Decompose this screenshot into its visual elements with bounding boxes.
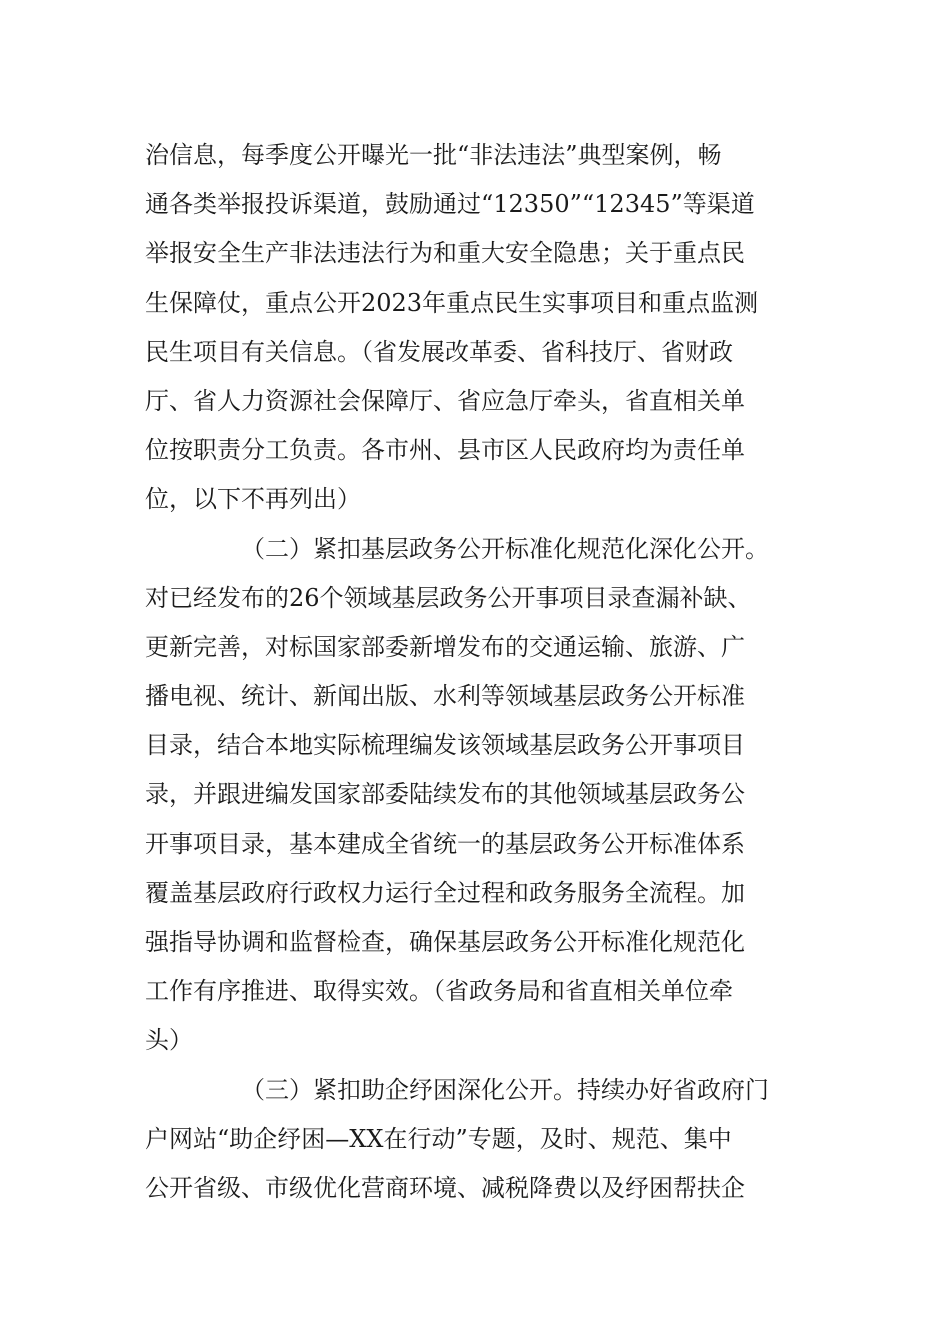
text-line: 户网站“助企纾困—XX在行动”专题，及时、规范、集中	[145, 1124, 732, 1153]
text-line: 民生项目有关信息。（省发展改革委、省科技厅、省财政	[145, 337, 733, 366]
text-line: 工作有序推进、取得实效。（省政务局和省直相关单位牵	[145, 977, 733, 1006]
text-line: 通各类举报投诉渠道，鼓励通过“12350”“12345”等渠道	[145, 190, 755, 219]
text-line: 目录，结合本地实际梳理编发该领域基层政务公开事项目	[145, 731, 745, 760]
text-line: 开事项目录，基本建成全省统一的基层政务公开标准体系	[145, 829, 745, 858]
text-line: 举报安全生产非法违法行为和重大安全隐患；关于重点民	[145, 239, 745, 268]
text-line: （三）紧扣助企纾困深化公开。持续办好省政府门	[241, 1075, 769, 1104]
text-line: 录，并跟进编发国家部委陆续发布的其他领域基层政务公	[145, 780, 745, 809]
text-line: 位按职责分工负责。各市州、县市区人民政府均为责任单	[145, 436, 745, 465]
text-line: 对已经发布的26个领域基层政务公开事项目录查漏补缺、	[145, 583, 752, 612]
text-line: 播电视、统计、新闻出版、水利等领域基层政务公开标准	[145, 682, 745, 711]
text-line: 覆盖基层政府行政权力运行全过程和政务服务全流程。加	[145, 878, 745, 907]
text-line: 强指导协调和监督检查，确保基层政务公开标准化规范化	[145, 928, 745, 956]
text-line: （二）紧扣基层政务公开标准化规范化深化公开。	[241, 534, 769, 563]
text-line: 头）	[145, 1026, 193, 1055]
text-line: 生保障仗，重点公开2023年重点民生实事项目和重点监测	[145, 288, 759, 317]
text-line: 厅、省人力资源社会保障厅、省应急厅牵头，省直相关单	[145, 386, 745, 415]
text-line: 位，以下不再列出）	[145, 485, 361, 514]
document-body	[145, 131, 815, 1213]
text-line: 更新完善，对标国家部委新增发布的交通运输、旅游、广	[145, 632, 745, 661]
text-line: 治信息，每季度公开曝光一批“非法违法”典型案例，畅	[145, 141, 722, 169]
text-line: 公开省级、市级优化营商环境、减税降费以及纾困帮扶企	[145, 1173, 745, 1202]
